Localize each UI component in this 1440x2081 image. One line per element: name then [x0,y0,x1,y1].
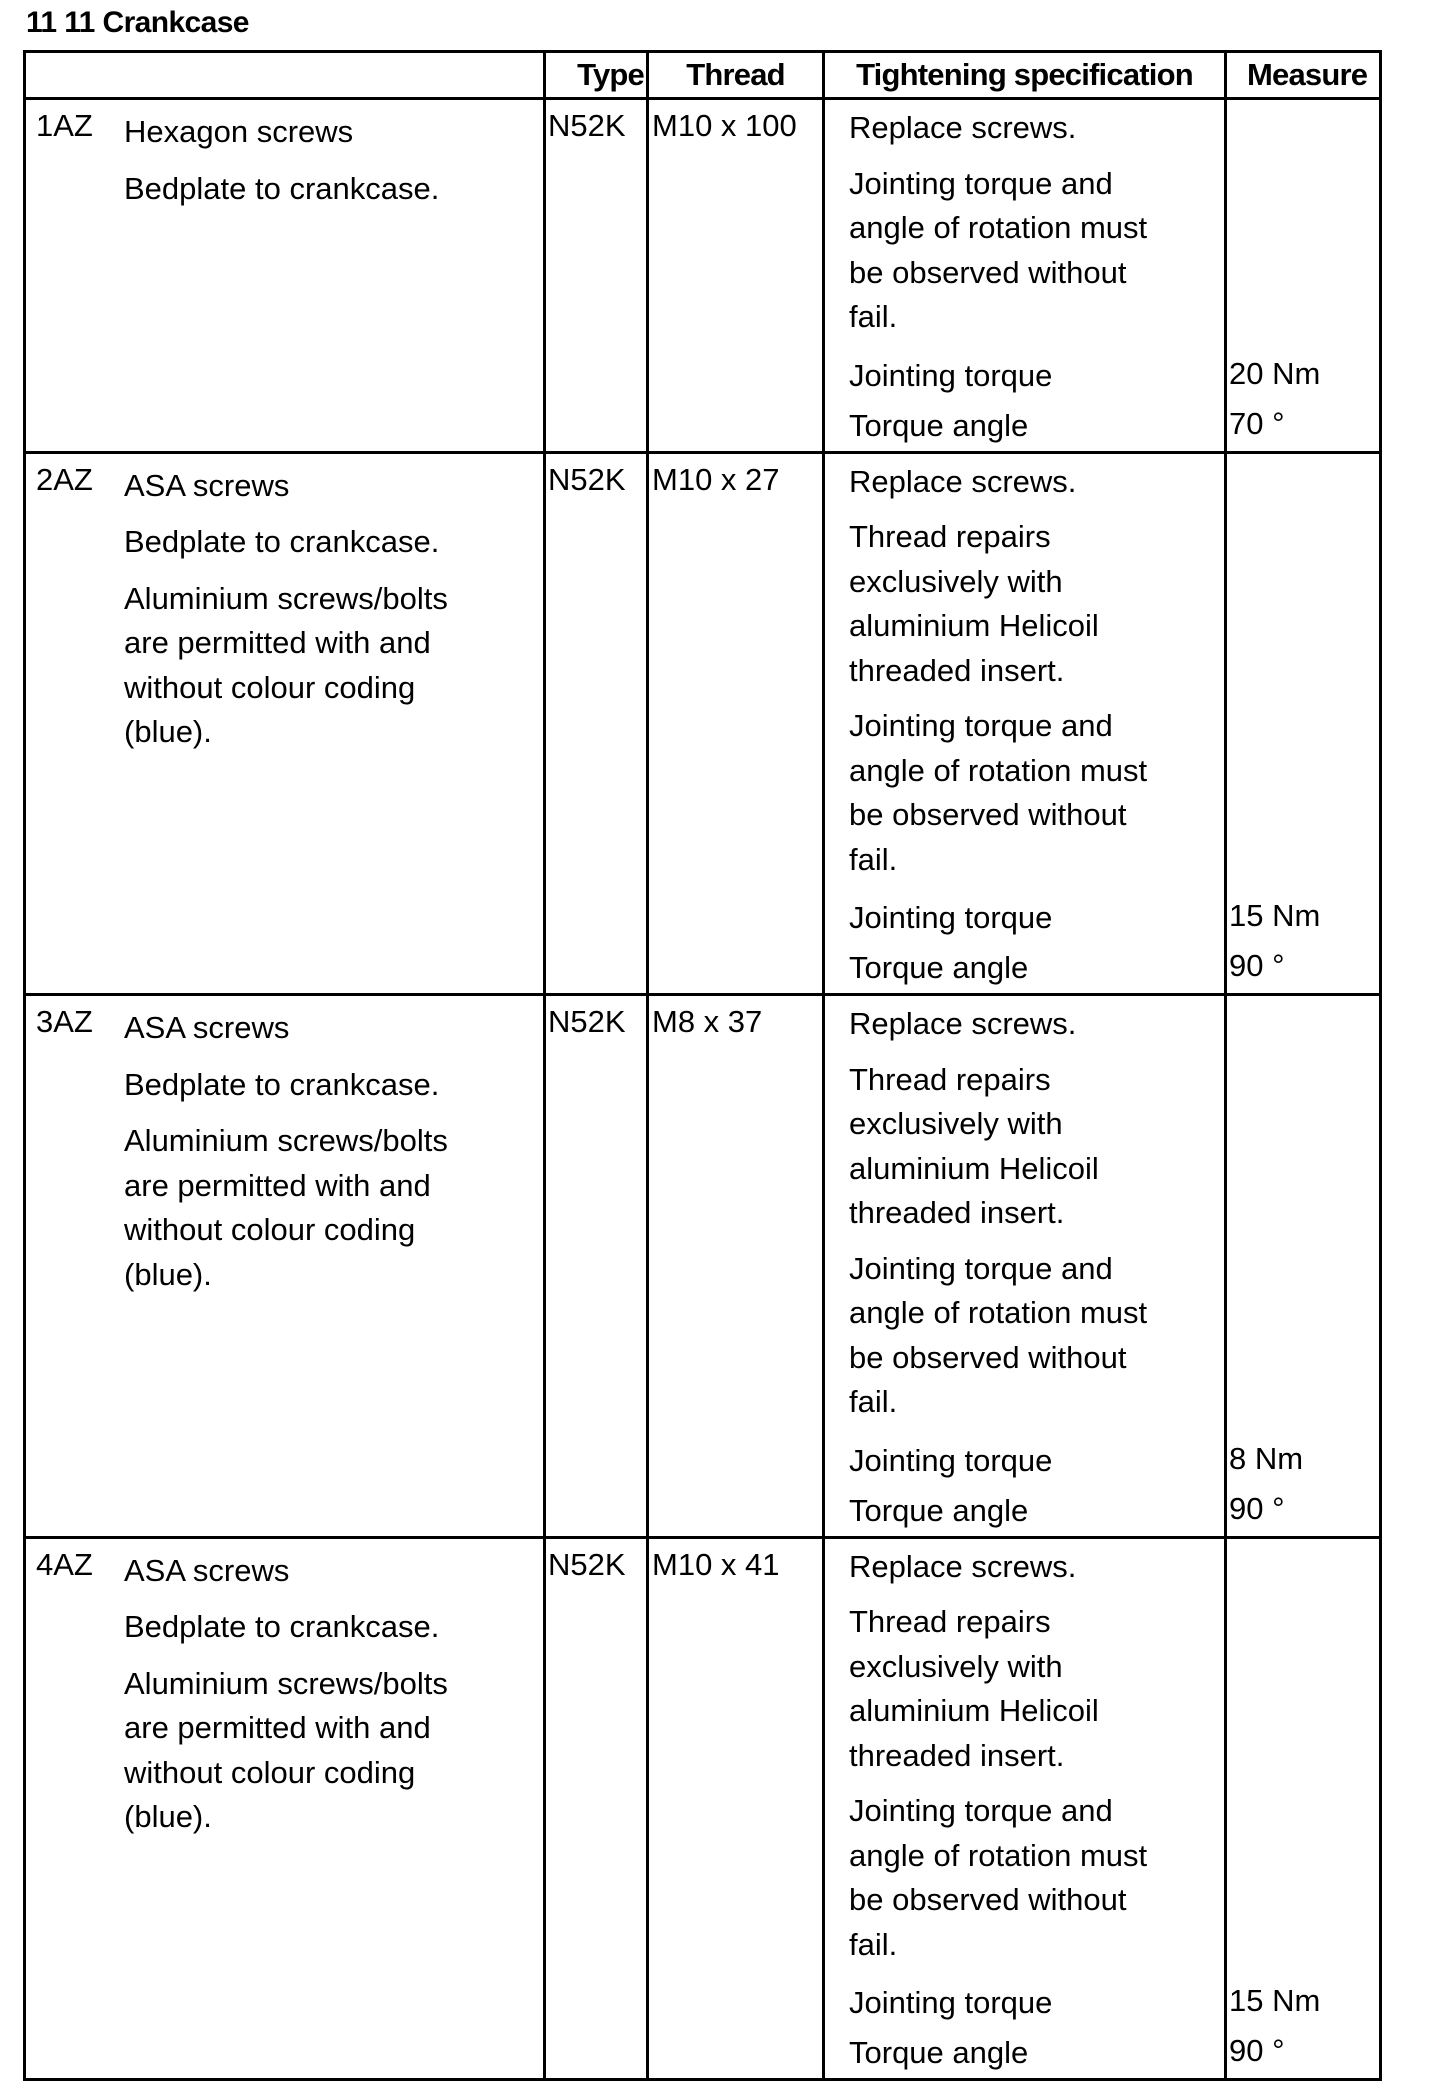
thread-cell [648,99,824,453]
item-thread: M10 x 27 [652,461,780,497]
thread-repair-line: Thread repairs [849,1604,1051,1639]
note-line: Aluminium screws/bolts [124,1123,448,1158]
jointing-torque-value: 8 Nm [1229,1440,1304,1476]
note-line: without colour coding [124,1754,416,1790]
thread-repair-line: aluminium Helicoil [849,608,1099,643]
note-line: are permitted with and [124,625,431,660]
item-location: Bedplate to crankcase. [124,170,440,206]
note-line: (blue). [124,714,212,749]
item-note [124,1662,543,1840]
type-cell [545,1537,648,2080]
item-name: ASA screws [124,467,290,503]
observe-line: be observed without [849,254,1127,290]
table-header-row [25,52,1381,99]
torque-angle-value: 90 ° [1229,948,1285,983]
observe-line: be observed without [849,797,1127,832]
observe-line: Jointing torque and [849,1793,1113,1828]
observe-line: angle of rotation must [849,1837,1148,1873]
item-note [124,1119,543,1297]
item-thread: M10 x 41 [652,1546,780,1582]
item-code: 4AZ [36,1546,93,1582]
note-line: are permitted with and [124,1710,431,1745]
thread-cell [648,995,824,1538]
tightening-spec-table [23,50,1382,2081]
observe-line: Jointing torque and [849,165,1113,201]
note-line: Aluminium screws/bolts [124,580,448,616]
torque-angle-label: Torque angle [849,950,1029,985]
observe-line: fail. [849,841,898,877]
thread-repair-line: exclusively with [849,563,1063,599]
thread-repair-line: exclusively with [849,1648,1063,1684]
observe-line: fail. [849,299,898,334]
thread-cell [648,452,824,995]
thread-repair-text [849,1600,1224,1778]
torque-angle-value: 90 ° [1229,1490,1285,1526]
jointing-torque-value: 15 Nm [1229,898,1321,933]
header-blank [25,52,545,99]
thread-repair-line: aluminium Helicoil [849,1150,1099,1186]
observe-line: angle of rotation must [849,1295,1148,1330]
description-cell [25,99,545,453]
specification-cell [824,1537,1226,2080]
jointing-torque-value: 20 Nm [1229,355,1321,391]
note-line: without colour coding [124,669,416,705]
observe-text [849,162,1224,340]
type-cell [545,99,648,453]
observe-text [849,704,1224,882]
observe-text [849,1247,1224,1425]
item-code: 3AZ [36,1004,93,1039]
observe-line: fail. [849,1926,898,1962]
thread-repair-line: exclusively with [849,1106,1063,1141]
description-cell [25,452,545,995]
thread-repair-line: threaded insert. [849,1195,1065,1230]
measure-cell [1226,452,1381,995]
thread-repair-text [849,515,1224,693]
jointing-torque-label: Jointing torque [849,357,1053,393]
observe-line: be observed without [849,1339,1127,1375]
observe-text [849,1789,1224,1967]
item-type: N52K [548,1004,626,1039]
torque-angle-label: Torque angle [849,407,1029,443]
item-location: Bedplate to crankcase. [124,1609,440,1644]
header-type: Type [545,52,648,99]
item-thread: M8 x 37 [652,1004,763,1039]
item-location: Bedplate to crankcase. [124,524,440,559]
thread-repair-line: threaded insert. [849,652,1065,688]
specification-cell [824,995,1226,1538]
note-line: (blue). [124,1256,212,1292]
item-type: N52K [548,461,626,497]
thread-repair-text [849,1058,1224,1236]
table-row [25,1537,1381,2080]
measure-cell [1226,1537,1381,2080]
note-line: are permitted with and [124,1167,431,1203]
item-code: 2AZ [36,461,93,497]
thread-repair-line: threaded insert. [849,1737,1065,1773]
observe-line: Jointing torque and [849,1250,1113,1286]
item-type: N52K [548,1546,626,1582]
specification-cell [824,99,1226,453]
replace-screws-text: Replace screws. [849,1548,1077,1584]
item-name: ASA screws [124,1552,290,1588]
note-line: without colour coding [124,1212,416,1247]
note-line: (blue). [124,1799,212,1834]
type-cell [545,995,648,1538]
measure-cell [1226,995,1381,1538]
torque-angle-value: 90 ° [1229,2033,1285,2068]
replace-screws-text: Replace screws. [849,110,1077,145]
torque-angle-value: 70 ° [1229,405,1285,441]
replace-screws-text: Replace screws. [849,1006,1077,1041]
item-code: 1AZ [36,108,93,143]
item-name: ASA screws [124,1010,290,1045]
jointing-torque-label: Jointing torque [849,1442,1053,1478]
observe-line: angle of rotation must [849,752,1148,788]
thread-cell [648,1537,824,2080]
note-line: Aluminium screws/bolts [124,1665,448,1701]
item-type: N52K [548,108,626,143]
thread-repair-line: aluminium Helicoil [849,1693,1099,1728]
description-cell [25,995,545,1538]
jointing-torque-label: Jointing torque [849,1985,1053,2020]
item-thread: M10 x 100 [652,108,797,143]
header-measure: Measure [1226,52,1381,99]
item-location: Bedplate to crankcase. [124,1066,440,1102]
jointing-torque-value: 15 Nm [1229,1983,1321,2018]
observe-line: angle of rotation must [849,210,1148,245]
torque-angle-label: Torque angle [849,2035,1029,2070]
thread-repair-line: Thread repairs [849,519,1051,554]
table-row [25,995,1381,1538]
item-name: Hexagon screws [124,114,354,149]
description-cell [25,1537,545,2080]
jointing-torque-label: Jointing torque [849,900,1053,935]
table-row [25,99,1381,453]
torque-angle-label: Torque angle [849,1492,1029,1528]
item-note [124,577,543,755]
page-title: 11 11 Crankcase [26,6,249,39]
observe-line: Jointing torque and [849,708,1113,743]
thread-repair-line: Thread repairs [849,1061,1051,1097]
header-thread: Thread [648,52,824,99]
observe-line: fail. [849,1384,898,1419]
type-cell [545,452,648,995]
specification-cell [824,452,1226,995]
header-tightening-specification: Tightening specification [824,52,1226,99]
observe-line: be observed without [849,1882,1127,1917]
replace-screws-text: Replace screws. [849,463,1077,499]
table-row [25,452,1381,995]
measure-cell [1226,99,1381,453]
